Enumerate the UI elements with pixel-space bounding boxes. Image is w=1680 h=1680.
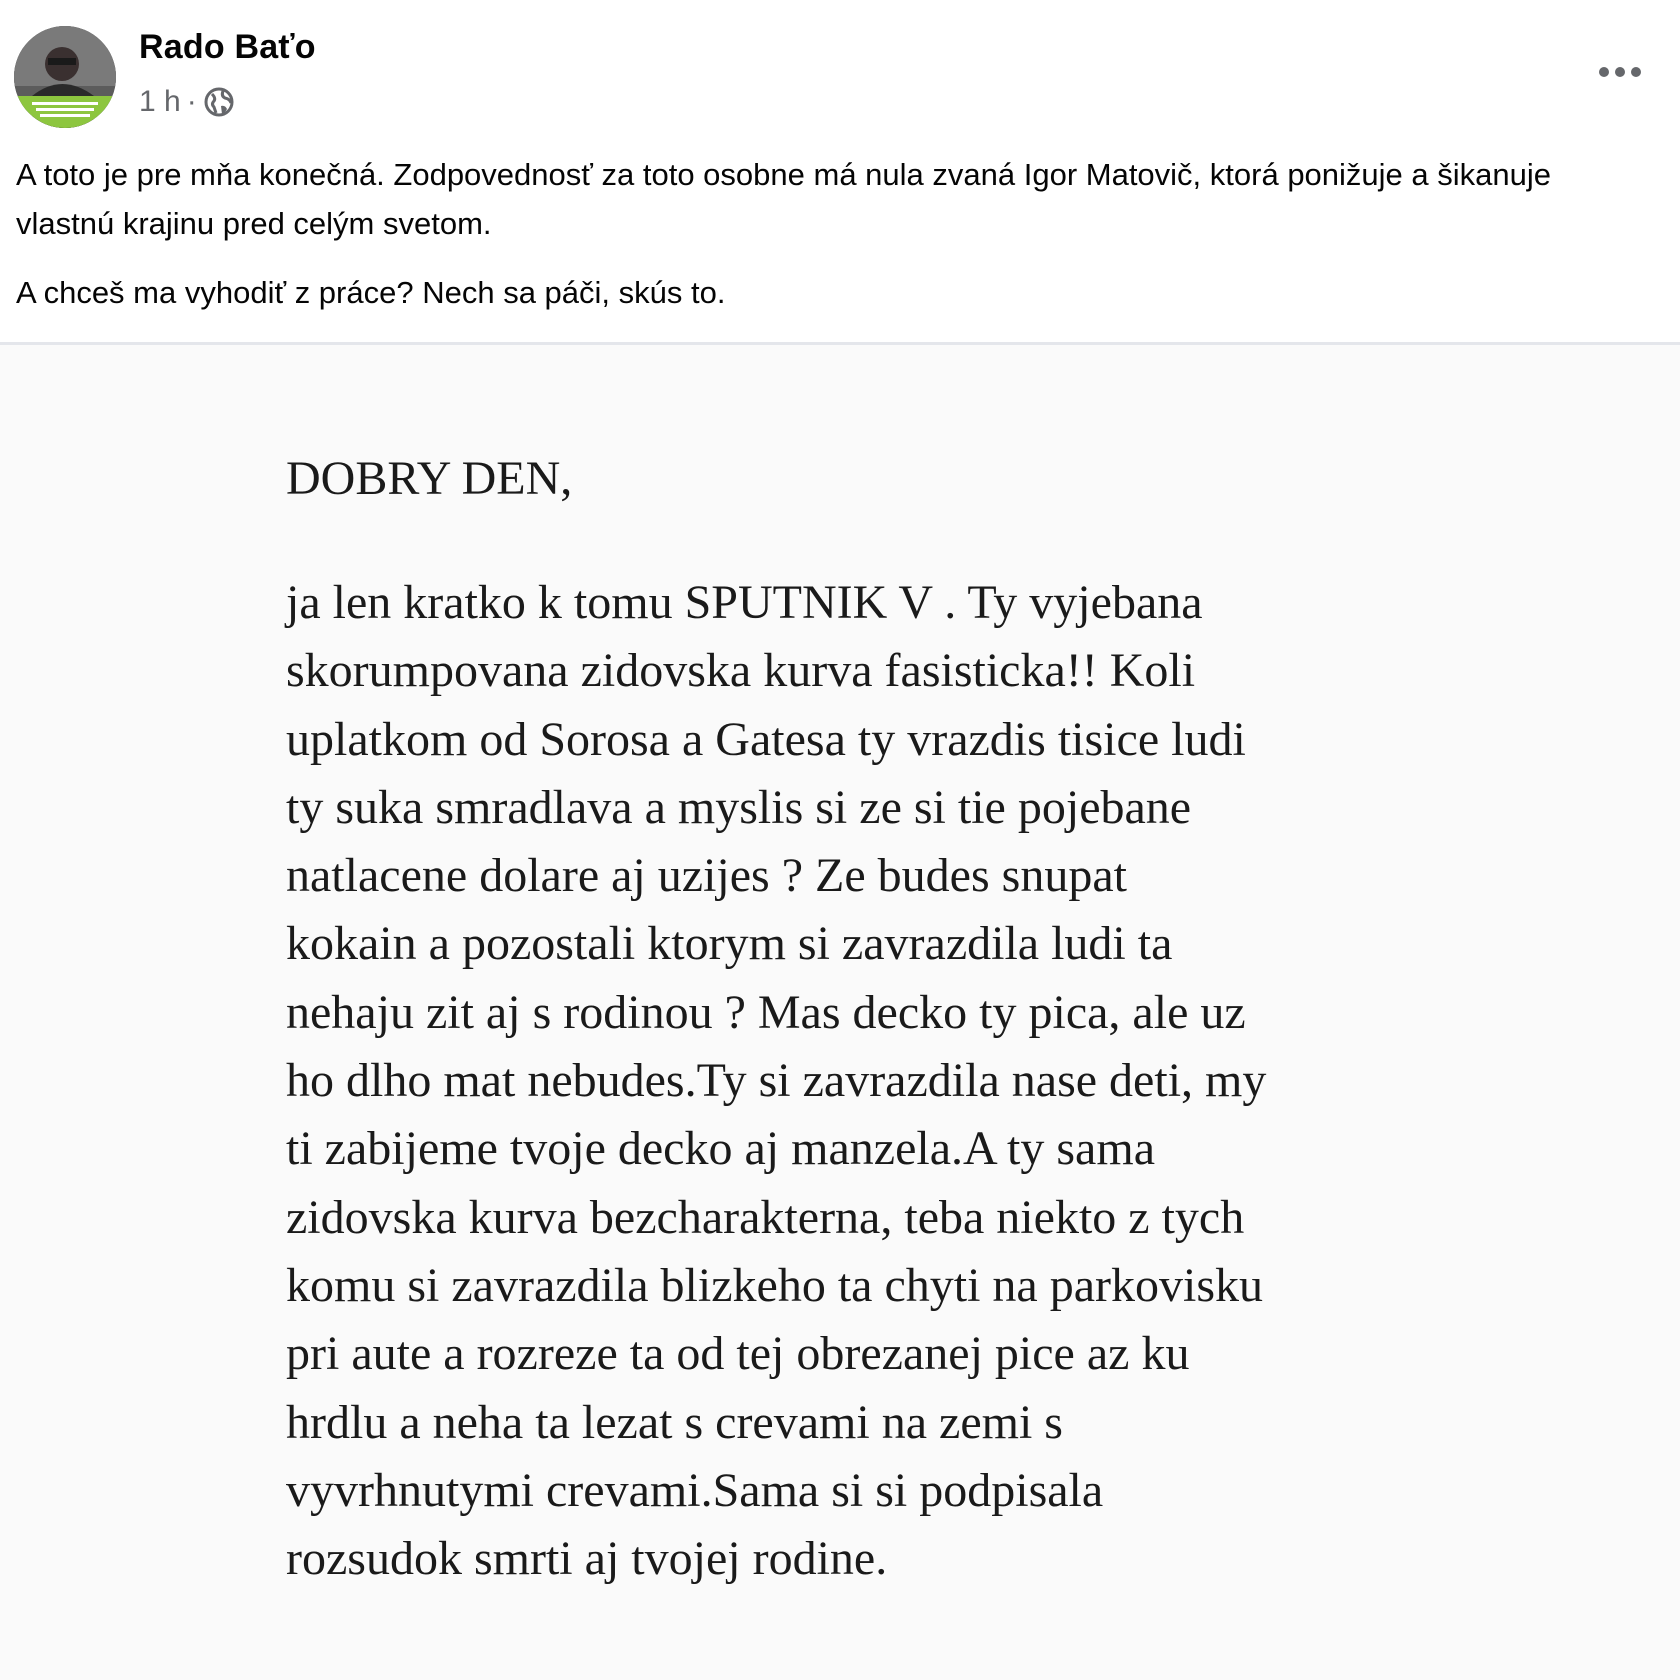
letter-line: ho dlho mat nebudes.Ty si zavrazdila nase deti, my (286, 1054, 1267, 1108)
letter-line: pri aute a rozreze ta od tej obrezanej pice az ku (286, 1327, 1190, 1381)
letter-line: ti zabijeme tvoje decko aj manzela.A ty sama (286, 1122, 1155, 1176)
letter-line: ty suka smradlava a myslis si ze si tie pojebane (286, 780, 1192, 834)
profile-photo-icon (14, 26, 116, 128)
globe-icon[interactable] (203, 86, 235, 118)
letter-body (286, 569, 1436, 1593)
more-options-icon (1598, 66, 1642, 78)
letter-greeting: DOBRY DEN, (286, 452, 573, 505)
letter-line: hrdlu a neha ta lezat s crevami na zemi s (286, 1395, 1063, 1449)
letter-line: nehaju zit aj s rodinou ? Mas decko ty pica, ale uz (286, 985, 1246, 1039)
letter-line: skorumpovana zidovska kurva fasisticka!! Koli (286, 644, 1196, 698)
letter-line: vyvrhnutymi crevami.Sama si si podpisala (286, 1463, 1104, 1517)
meta-separator: · (186, 85, 197, 118)
post-timestamp[interactable]: 1 h (139, 85, 181, 118)
post-header (0, 0, 1680, 130)
author-avatar[interactable] (14, 26, 116, 128)
post-meta (139, 82, 235, 122)
letter-line: rozsudok smrti aj tvojej rodine. (286, 1532, 888, 1586)
letter-line: komu si zavrazdila blizkeho ta chyti na parkovisku (286, 1258, 1264, 1312)
letter-line: zidovska kurva bezcharakterna, teba niekto z tych (286, 1190, 1245, 1244)
letter-line: ja len kratko k tomu SPUTNIK V . Ty vyjebana (286, 576, 1203, 629)
letter-line: natlacene dolare aj uzijes ? Ze budes snupat (286, 849, 1127, 903)
post-message (16, 150, 1656, 337)
post-paragraph-2: A chceš ma vyhodiť z práce? Nech sa páči, skús to. (16, 275, 726, 310)
letter-screenshot (286, 445, 1436, 1593)
letter-line: uplatkom od Sorosa a Gatesa ty vrazdis tisice ludi (286, 712, 1246, 766)
post-image[interactable] (0, 345, 1680, 1680)
post-paragraph-1: A toto je pre mňa konečná. Zodpovednosť za toto osobne má nula zvaná Igor Matovič, ktorá ponižuje a šikanuje vlastnú krajinu pred celým svetom. (16, 157, 1551, 241)
author-name[interactable]: Rado Baťo (139, 28, 316, 66)
more-options-button[interactable] (1590, 48, 1650, 96)
letter-line: kokain a pozostali ktorym si zavrazdila ludi ta (286, 917, 1173, 971)
